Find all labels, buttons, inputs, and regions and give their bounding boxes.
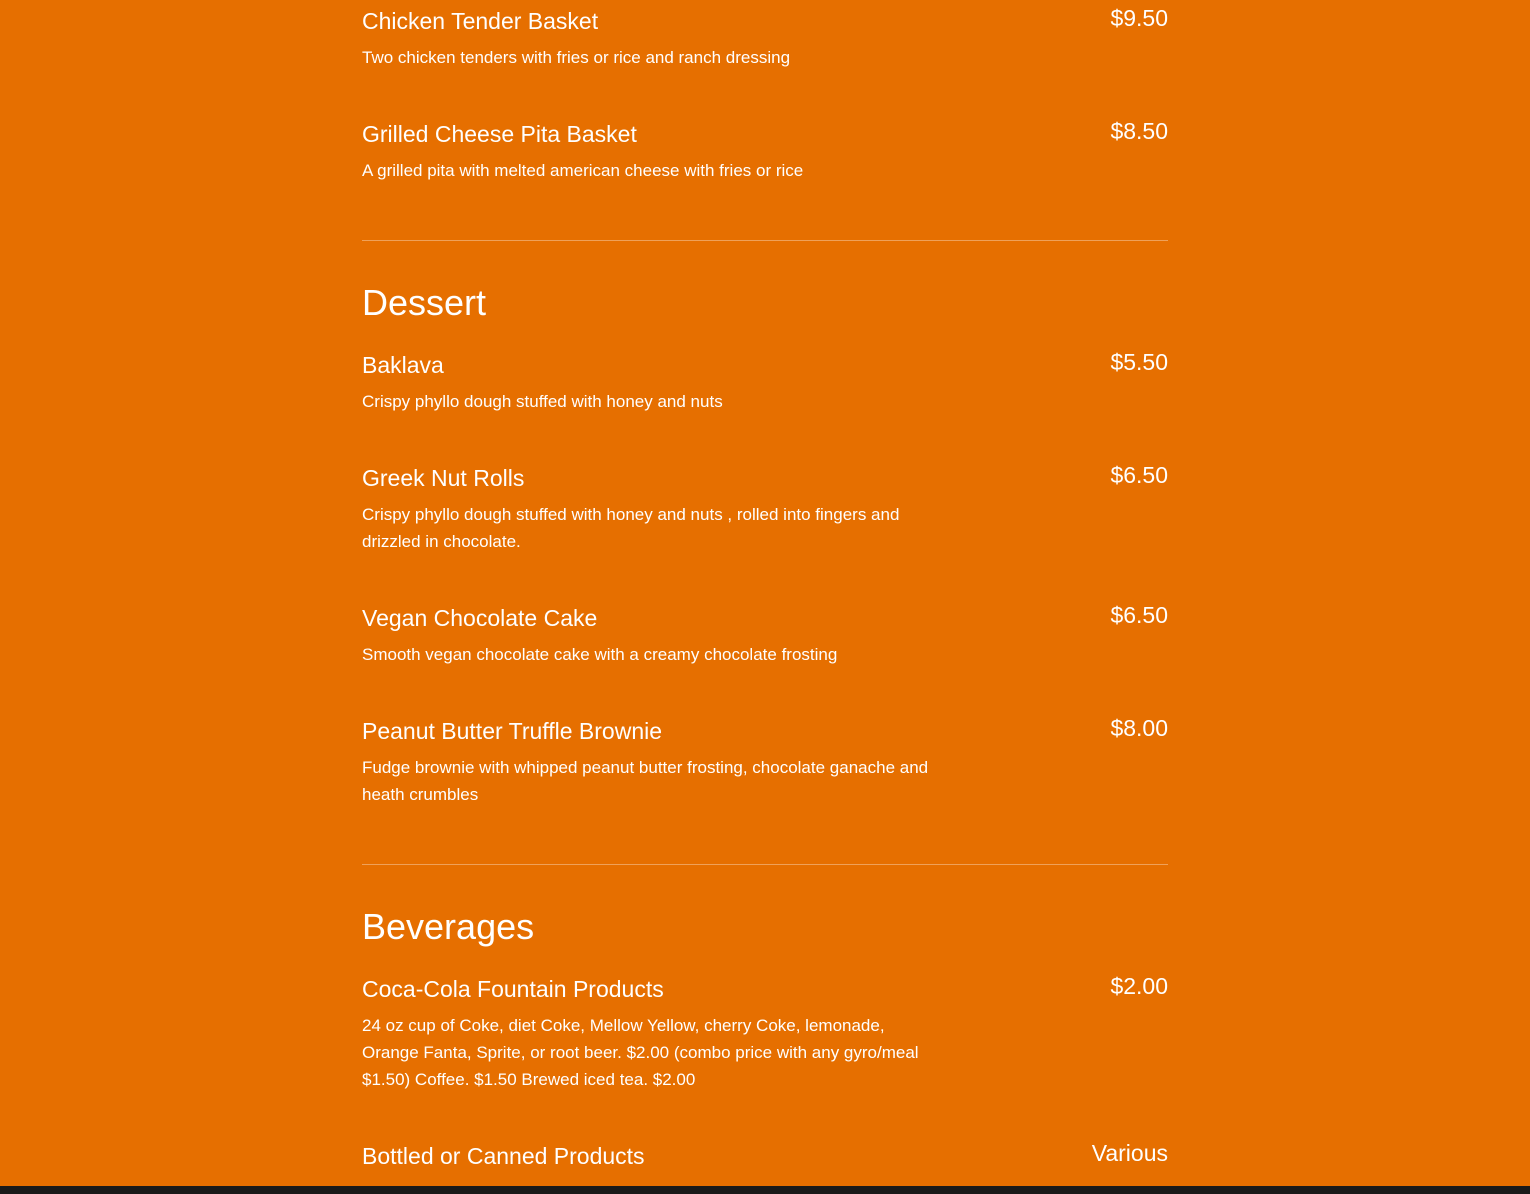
item-price: $6.50: [1110, 462, 1168, 488]
item-description: Two chicken tenders with fries or rice and ranch dressing: [362, 48, 791, 67]
section-divider: [362, 864, 1168, 865]
item-price: $5.50: [1110, 349, 1168, 375]
item-name: Bottled or Canned Products: [362, 1143, 645, 1169]
item-price: $2.00: [1110, 973, 1168, 999]
item-price: $6.50: [1110, 602, 1168, 628]
item-price: $8.50: [1110, 118, 1168, 144]
item-name: Chicken Tender Basket: [362, 8, 599, 34]
item-description: A grilled pita with melted american cheese with fries or rice: [362, 161, 804, 180]
section-title-beverages: Beverages: [362, 906, 535, 947]
item-name: Greek Nut Rolls: [362, 465, 525, 491]
section-title-dessert: Dessert: [362, 282, 487, 323]
item-price: $9.50: [1110, 5, 1168, 31]
item-description: Crispy phyllo dough stuffed with honey and nuts: [362, 392, 723, 411]
item-name: Peanut Butter Truffle Brownie: [362, 718, 663, 744]
window-bottom-edge: [0, 1186, 1530, 1194]
section-divider: [362, 240, 1168, 241]
item-price: Various: [1091, 1140, 1168, 1166]
item-name: Coca-Cola Fountain Products: [362, 976, 664, 1002]
item-description: Smooth vegan chocolate cake with a creamy chocolate frosting: [362, 645, 838, 664]
item-price: $8.00: [1110, 715, 1168, 741]
item-description: Crispy phyllo dough stuffed with honey and nuts , rolled into fingers and drizzled in chocolate.: [362, 505, 900, 551]
item-name: Baklava: [362, 352, 444, 378]
item-name: Vegan Chocolate Cake: [362, 605, 598, 631]
item-description: 24 oz cup of Coke, diet Coke, Mellow Yellow, cherry Coke, lemonade, Orange Fanta, Sprite, or root beer. $2.00 (combo price with any gyro/meal $1.50) Coffee. $1.50 Brewed iced tea. $2.00: [362, 1016, 919, 1089]
item-name: Grilled Cheese Pita Basket: [362, 121, 637, 147]
item-description: Fudge brownie with whipped peanut butter frosting, chocolate ganache and heath crumbles: [362, 758, 929, 804]
